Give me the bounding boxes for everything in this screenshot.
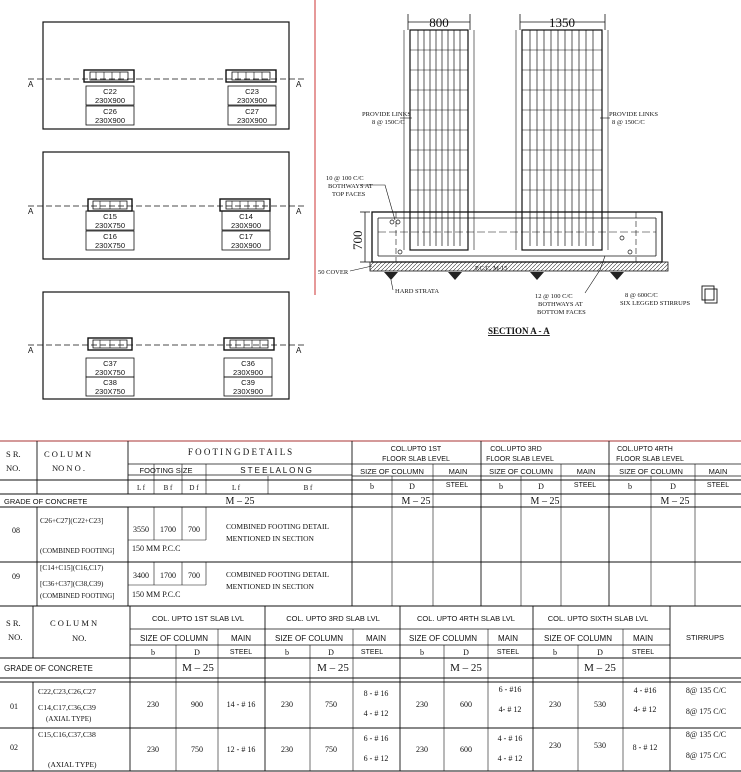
svg-text:230X750: 230X750 (94, 387, 126, 396)
svg-text:C38: C38 (103, 378, 117, 387)
svg-text:230X900: 230X900 (236, 96, 268, 105)
svg-text:8@ 175 C/C: 8@ 175 C/C (685, 751, 727, 760)
svg-text:C17: C17 (239, 232, 253, 241)
svg-text:L f: L f (231, 484, 241, 492)
svg-text:S T E E L A L O N G: S T E E L A L O N G (240, 466, 312, 475)
svg-text:D f: D f (189, 484, 199, 492)
svg-text:COL.UPTO 3RD: COL.UPTO 3RD (490, 446, 542, 453)
svg-text:C26+C27](C22+C23]: C26+C27](C22+C23] (40, 517, 104, 525)
svg-text:NO.: NO. (6, 463, 21, 473)
svg-text:8 @ 600C/C: 8 @ 600C/C (625, 292, 658, 299)
svg-text:4 - # 12: 4 - # 12 (363, 709, 389, 718)
svg-text:SIZE OF COLUMN: SIZE OF COLUMN (408, 634, 478, 643)
svg-text:750: 750 (191, 745, 203, 754)
svg-text:530: 530 (594, 741, 606, 750)
svg-text:6 - #16: 6 - #16 (498, 685, 522, 694)
svg-text:8@ 135 C/C: 8@ 135 C/C (685, 686, 727, 695)
section-mark-left: A (28, 80, 34, 89)
svg-text:FLOOR SLAB LEVEL: FLOOR SLAB LEVEL (486, 456, 554, 463)
svg-text:NO N O .: NO N O . (52, 463, 86, 473)
svg-text:C15: C15 (103, 212, 117, 221)
pcc-label: P.C.C. M-15 (475, 265, 508, 272)
svg-text:COMBINED FOOTING DETAIL: COMBINED FOOTING DETAIL (226, 570, 330, 579)
svg-text:150 MM P.C.C: 150 MM P.C.C (132, 544, 181, 553)
svg-text:8 - # 12: 8 - # 12 (632, 743, 658, 752)
svg-text:C23: C23 (245, 87, 259, 96)
svg-text:b: b (151, 648, 155, 657)
svg-text:B f: B f (303, 484, 313, 492)
svg-text:COL. UPTO 4RTH SLAB LVL: COL. UPTO 4RTH SLAB LVL (417, 614, 515, 623)
svg-text:14 - # 16: 14 - # 16 (226, 700, 256, 709)
svg-text:MENTIONED IN SECTION: MENTIONED IN SECTION (226, 582, 314, 591)
svg-text:b: b (628, 482, 632, 491)
svg-text:SIZE OF COLUMN: SIZE OF COLUMN (489, 467, 553, 476)
svg-text:800: 800 (429, 15, 449, 30)
svg-text:C39: C39 (241, 378, 255, 387)
svg-text:4 - # 16: 4 - # 16 (497, 734, 523, 743)
svg-text:BOTTOM FACES: BOTTOM FACES (537, 309, 586, 316)
svg-text:SIZE OF COLUMN: SIZE OF COLUMN (543, 634, 613, 643)
svg-text:230X900: 230X900 (232, 387, 264, 396)
svg-text:MAIN: MAIN (708, 467, 728, 476)
pcc-layer (370, 262, 668, 271)
svg-text:M – 25: M – 25 (584, 662, 616, 674)
svg-text:b: b (285, 648, 289, 657)
svg-text:8@ 135 C/C: 8@ 135 C/C (685, 730, 727, 739)
svg-text:FLOOR SLAB LEVEL: FLOOR SLAB LEVEL (616, 456, 684, 463)
svg-text:230X900: 230X900 (94, 96, 126, 105)
svg-text:(AXIAL TYPE): (AXIAL TYPE) (46, 715, 92, 723)
svg-text:COL.UPTO 1ST: COL.UPTO 1ST (390, 446, 442, 453)
svg-text:MAIN: MAIN (231, 634, 251, 643)
svg-text:[C36+C37](C38,C39): [C36+C37](C38,C39) (40, 580, 104, 588)
svg-text:BOTHWAYS AT: BOTHWAYS AT (328, 183, 373, 190)
svg-text:4 - #16: 4 - #16 (633, 686, 657, 695)
svg-text:8 @ 150C/C: 8 @ 150C/C (612, 119, 645, 126)
svg-text:700: 700 (188, 571, 200, 580)
svg-text:C O L U M N: C O L U M N (50, 618, 98, 628)
svg-text:3400: 3400 (133, 571, 149, 580)
section-mark-right: A (296, 207, 302, 216)
svg-text:FLOOR SLAB LEVEL: FLOOR SLAB LEVEL (382, 456, 450, 463)
svg-text:C15,C16,C37,C38: C15,C16,C37,C38 (38, 730, 96, 739)
svg-text:C37: C37 (103, 359, 117, 368)
svg-text:STEEL: STEEL (445, 482, 469, 489)
svg-text:NO.: NO. (8, 632, 23, 642)
svg-text:1700: 1700 (160, 525, 176, 534)
svg-text:8@ 175 C/C: 8@ 175 C/C (685, 707, 727, 716)
svg-text:COMBINED FOOTING DETAIL: COMBINED FOOTING DETAIL (226, 522, 330, 531)
svg-text:STEEL: STEEL (229, 649, 253, 656)
svg-text:NO.: NO. (72, 633, 87, 643)
svg-text:8 @ 150C/C: 8 @ 150C/C (372, 119, 405, 126)
svg-text:230: 230 (147, 745, 159, 754)
svg-text:C22: C22 (103, 87, 117, 96)
svg-text:SIZE OF COLUMN: SIZE OF COLUMN (360, 467, 424, 476)
svg-text:FOOTING SIZE: FOOTING SIZE (139, 466, 193, 475)
section-mark-left: A (28, 346, 34, 355)
svg-text:230X900: 230X900 (236, 116, 268, 125)
svg-text:230: 230 (549, 700, 561, 709)
svg-text:02: 02 (10, 743, 18, 752)
section-mark-right: A (296, 80, 302, 89)
svg-text:STEEL: STEEL (496, 649, 520, 656)
svg-text:8 - # 16: 8 - # 16 (363, 689, 389, 698)
svg-text:MAIN: MAIN (366, 634, 386, 643)
svg-text:STEEL: STEEL (573, 482, 597, 489)
svg-text:530: 530 (594, 700, 606, 709)
svg-text:1350: 1350 (549, 15, 575, 30)
section-title: SECTION A - A (488, 326, 550, 336)
svg-text:230X900: 230X900 (94, 116, 126, 125)
svg-text:STIRRUPS: STIRRUPS (686, 633, 724, 642)
svg-text:4 - # 12: 4 - # 12 (497, 754, 523, 763)
svg-text:12 @ 100 C/C: 12 @ 100 C/C (535, 293, 573, 300)
svg-text:D: D (670, 482, 676, 491)
svg-text:M – 25: M – 25 (530, 496, 560, 507)
svg-text:M – 25: M – 25 (317, 662, 349, 674)
svg-text:230: 230 (281, 700, 293, 709)
svg-text:S R.: S R. (6, 618, 21, 628)
svg-text:C16: C16 (103, 232, 117, 241)
svg-text:COL. UPTO 3RD SLAB LVL: COL. UPTO 3RD SLAB LVL (286, 614, 380, 623)
svg-text:SIX LEGGED STIRRUPS: SIX LEGGED STIRRUPS (620, 300, 691, 307)
svg-text:12 - # 16: 12 - # 16 (226, 745, 256, 754)
svg-text:D: D (597, 648, 603, 657)
svg-text:10 @ 100 C/C: 10 @ 100 C/C (326, 175, 364, 182)
svg-text:50 COVER: 50 COVER (318, 269, 349, 276)
section-mark-left: A (28, 207, 34, 216)
svg-text:230: 230 (147, 700, 159, 709)
svg-text:08: 08 (12, 526, 20, 535)
svg-text:COL. UPTO 1ST SLAB LVL: COL. UPTO 1ST SLAB LVL (151, 614, 245, 623)
svg-text:M – 25: M – 25 (660, 496, 690, 507)
svg-text:230: 230 (416, 745, 428, 754)
svg-text:F O O T I N G D E T A I L S: F O O T I N G D E T A I L S (187, 447, 293, 457)
svg-text:COL.UPTO 4RTH: COL.UPTO 4RTH (617, 446, 673, 453)
svg-text:C14,C17,C36,C39: C14,C17,C36,C39 (38, 703, 96, 712)
svg-text:SIZE OF COLUMN: SIZE OF COLUMN (619, 467, 683, 476)
svg-text:TOP FACES: TOP FACES (332, 191, 366, 198)
svg-text:STEEL: STEEL (360, 649, 384, 656)
svg-text:01: 01 (10, 702, 18, 711)
svg-text:600: 600 (460, 745, 472, 754)
svg-text:STEEL: STEEL (706, 482, 730, 489)
svg-text:6 - # 16: 6 - # 16 (363, 734, 389, 743)
svg-text:900: 900 (191, 700, 203, 709)
svg-text:M – 25: M – 25 (225, 496, 255, 507)
svg-text:MAIN: MAIN (633, 634, 653, 643)
svg-text:09: 09 (12, 572, 20, 581)
svg-text:S R.: S R. (6, 449, 21, 459)
grade-label: GRADE OF CONCRETE (4, 664, 93, 673)
svg-text:b: b (420, 648, 424, 657)
svg-text:C14: C14 (239, 212, 253, 221)
svg-text:230X750: 230X750 (94, 241, 126, 250)
svg-text:b: b (370, 482, 374, 491)
svg-text:230X750: 230X750 (94, 368, 126, 377)
svg-text:B f: B f (163, 484, 173, 492)
svg-text:[C14+C15](C16,C17): [C14+C15](C16,C17) (40, 564, 104, 572)
svg-text:M – 25: M – 25 (182, 662, 214, 674)
svg-text:230: 230 (416, 700, 428, 709)
svg-text:750: 750 (325, 700, 337, 709)
svg-text:b: b (499, 482, 503, 491)
svg-text:D: D (194, 648, 200, 657)
section-mark-right: A (296, 346, 302, 355)
svg-text:SIZE OF COLUMN: SIZE OF COLUMN (139, 634, 209, 643)
svg-text:(COMBINED FOOTING]: (COMBINED FOOTING] (40, 547, 115, 555)
svg-text:C26: C26 (103, 107, 117, 116)
svg-text:6 - # 12: 6 - # 12 (363, 754, 389, 763)
svg-text:L f: L f (136, 484, 146, 492)
svg-text:1700: 1700 (160, 571, 176, 580)
svg-text:MAIN: MAIN (498, 634, 518, 643)
svg-text:HARD STRATA: HARD STRATA (395, 288, 440, 295)
svg-text:STEEL: STEEL (631, 649, 655, 656)
svg-text:M – 25: M – 25 (450, 662, 482, 674)
svg-text:230X900: 230X900 (230, 241, 262, 250)
svg-text:PROVIDE LINKS: PROVIDE LINKS (609, 111, 658, 118)
svg-text:b: b (553, 648, 557, 657)
svg-text:700: 700 (350, 230, 365, 250)
svg-text:230X900: 230X900 (230, 221, 262, 230)
svg-text:SIZE OF COLUMN: SIZE OF COLUMN (274, 634, 344, 643)
svg-text:230X900: 230X900 (232, 368, 264, 377)
svg-text:4- # 12: 4- # 12 (498, 705, 522, 714)
svg-text:750: 750 (325, 745, 337, 754)
svg-text:230: 230 (549, 741, 561, 750)
svg-text:700: 700 (188, 525, 200, 534)
svg-text:230X750: 230X750 (94, 221, 126, 230)
svg-text:3550: 3550 (133, 525, 149, 534)
svg-text:C22,C23,C26,C27: C22,C23,C26,C27 (38, 687, 96, 696)
svg-text:D: D (538, 482, 544, 491)
svg-text:D: D (409, 482, 415, 491)
svg-text:PROVIDE LINKS: PROVIDE LINKS (362, 111, 411, 118)
svg-text:M – 25: M – 25 (401, 496, 431, 507)
svg-text:MAIN: MAIN (448, 467, 468, 476)
svg-text:MENTIONED IN SECTION: MENTIONED IN SECTION (226, 534, 314, 543)
svg-text:(AXIAL TYPE): (AXIAL TYPE) (48, 760, 97, 769)
svg-text:D: D (463, 648, 469, 657)
svg-text:230: 230 (281, 745, 293, 754)
grade-label: GRADE OF CONCRETE (4, 497, 88, 506)
svg-text:C36: C36 (241, 359, 255, 368)
svg-text:MAIN: MAIN (576, 467, 596, 476)
svg-text:(COMBINED FOOTING]: (COMBINED FOOTING] (40, 592, 115, 600)
svg-text:4- # 12: 4- # 12 (633, 705, 657, 714)
svg-text:D: D (328, 648, 334, 657)
svg-text:BOTHWAYS AT: BOTHWAYS AT (538, 301, 583, 308)
svg-text:COL. UPTO SIXTH SLAB LVL: COL. UPTO SIXTH SLAB LVL (547, 614, 649, 623)
svg-text:C27: C27 (245, 107, 259, 116)
svg-text:600: 600 (460, 700, 472, 709)
svg-text:C O L U M N: C O L U M N (44, 449, 92, 459)
svg-text:150 MM P.C.C: 150 MM P.C.C (132, 590, 181, 599)
